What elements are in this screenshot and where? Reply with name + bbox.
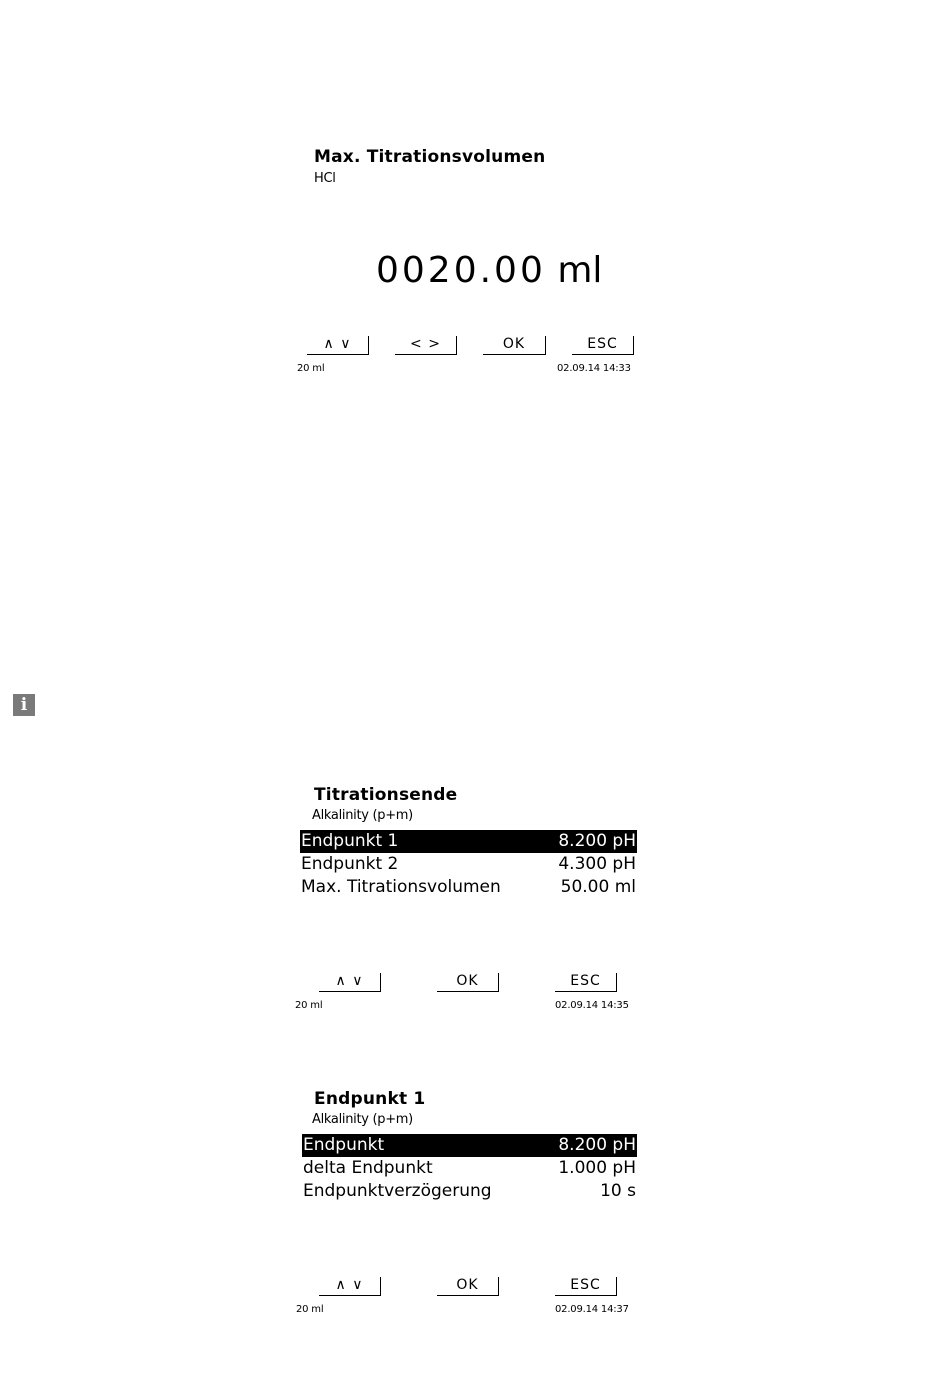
esc-button[interactable]: ESC bbox=[555, 1277, 617, 1296]
esc-button[interactable]: ESC bbox=[555, 973, 617, 992]
menu-list bbox=[300, 830, 637, 899]
value-number[interactable]: 0020.00 bbox=[376, 250, 546, 291]
row-value: 50.00 ml bbox=[560, 877, 636, 897]
row-value: 10 s bbox=[600, 1181, 636, 1201]
ok-button[interactable]: OK bbox=[483, 336, 546, 355]
value-unit: ml bbox=[557, 250, 603, 291]
esc-button[interactable]: ESC bbox=[572, 336, 634, 355]
row-value: 8.200 pH bbox=[558, 831, 636, 851]
screen-subtitle: Alkalinity (p+m) bbox=[312, 1112, 413, 1127]
status-volume: 20 ml bbox=[297, 363, 325, 374]
row-label: Endpunkt bbox=[303, 1135, 385, 1155]
menu-row-endpoint-1[interactable] bbox=[300, 830, 637, 853]
menu-row-max-titration-volume[interactable] bbox=[300, 876, 637, 899]
status-datetime: 02.09.14 14:33 bbox=[557, 363, 631, 374]
status-datetime: 02.09.14 14:35 bbox=[555, 1000, 629, 1011]
row-label: Endpunkt 1 bbox=[301, 831, 399, 851]
up-down-button[interactable]: ∧ ∨ bbox=[307, 336, 369, 355]
menu-row-delta-endpoint[interactable] bbox=[302, 1157, 637, 1180]
screen-title: Titrationsende bbox=[314, 785, 458, 805]
info-icon: i bbox=[13, 694, 35, 716]
screen-subtitle: Alkalinity (p+m) bbox=[312, 808, 413, 823]
screen-title: Endpunkt 1 bbox=[314, 1089, 426, 1109]
menu-row-endpoint-delay[interactable] bbox=[302, 1180, 637, 1203]
status-datetime: 02.09.14 14:37 bbox=[555, 1304, 629, 1315]
screen-subtitle: HCl bbox=[314, 171, 336, 186]
up-down-button[interactable]: ∧ ∨ bbox=[319, 1277, 381, 1296]
status-volume: 20 ml bbox=[295, 1000, 323, 1011]
left-right-button[interactable]: < > bbox=[395, 336, 457, 355]
row-label: Endpunkt 2 bbox=[301, 854, 399, 874]
row-value: 4.300 pH bbox=[558, 854, 636, 874]
up-down-button[interactable]: ∧ ∨ bbox=[319, 973, 381, 992]
row-label: delta Endpunkt bbox=[303, 1158, 433, 1178]
row-value: 8.200 pH bbox=[558, 1135, 636, 1155]
row-label: Endpunktverzögerung bbox=[303, 1181, 492, 1201]
screen-title: Max. Titrationsvolumen bbox=[314, 147, 546, 167]
ok-button[interactable]: OK bbox=[437, 973, 499, 992]
status-volume: 20 ml bbox=[296, 1304, 324, 1315]
value-display[interactable] bbox=[376, 250, 602, 291]
menu-row-endpoint-2[interactable] bbox=[300, 853, 637, 876]
ok-button[interactable]: OK bbox=[437, 1277, 499, 1296]
row-label: Max. Titrationsvolumen bbox=[301, 877, 501, 897]
menu-list bbox=[302, 1134, 637, 1203]
row-value: 1.000 pH bbox=[558, 1158, 636, 1178]
menu-row-endpoint[interactable] bbox=[302, 1134, 637, 1157]
